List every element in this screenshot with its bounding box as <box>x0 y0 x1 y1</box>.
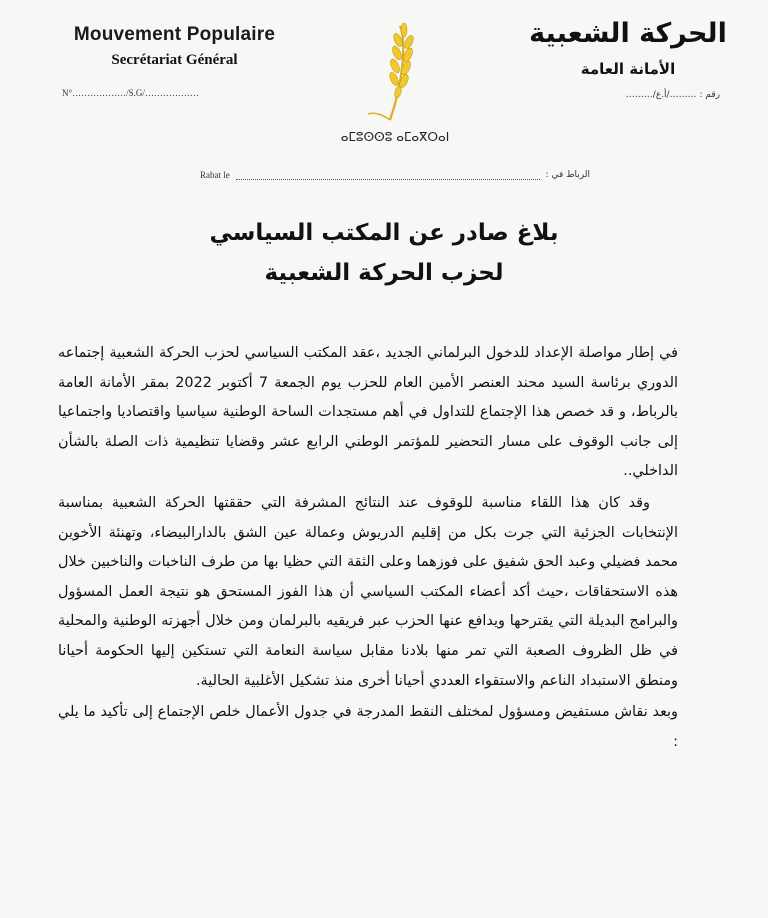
rabat-date-line <box>200 170 590 180</box>
french-party-name: Mouvement Populaire <box>73 24 276 45</box>
rabat-label-arabic: الرباط في : <box>545 170 590 180</box>
arabic-party-name: الحركة الشعبية <box>529 18 727 49</box>
paragraph-1: في إطار مواصلة الإعداد للدخول البرلماني الجديد ،عقد المكتب السياسي لحزب الحركة الشعبية إجتماعه الدوري برئاسة السيد محند العنصر الأمين العام للحزب يوم الجمعة 7 أكتوبر 2022 بمقر الأمانة العامة بالرباط، و قد خصص هذا الإجتماع للتداول في أهم مستجدات الساحة الوطنية سياسيا واقتصاديا واجتماعيا إلى جانب الوقوف على مسار التحضير للمؤتمر الوطني الرابع عشر وقضايا تنظيمية ذات الصلة بالشأن الداخلي.. <box>58 345 679 480</box>
wheat-logo-icon <box>360 20 430 125</box>
tifinagh-party-name: ⴰⵎⵓⵙⵙⵓ ⴰⵎⴰⴳⵔⴰⵏ <box>340 130 450 144</box>
date-fill-line <box>236 171 540 180</box>
rabat-label-french: Rabat le <box>200 170 230 180</box>
french-secretariat: Secrétariat Général <box>111 52 238 68</box>
paragraph-3: وبعد نقاش مستفيض ومسؤول لمختلف النقط المدرجة في جدول الأعمال خلص الإجتماع إلى تأكيد ما يلي : <box>58 704 678 750</box>
arabic-secretariat: الأمانة العامة <box>580 60 676 78</box>
communique-title: بلاغ صادر عن المكتب السياسي <box>209 220 559 246</box>
french-reference-line: N°………………/S.G/……………… <box>62 88 199 98</box>
paragraph-2: وقد كان هذا اللقاء مناسبة للوقوف عند النتائج المشرفة التي حققتها الحركة الشعبية بمناسبة الإنتخابات الجزئية التي جرت بكل من إقليم الدريوش وعمالة عين الشق بالدارالبيضاء، وتهنئة الأخوين محمد فضيلي وعبد الحق شفيق على فوزهما وعلى الثقة التي حظيا بها من طرف الناخبات والناخبين خلال هذه الاستحقاقات ،حيث أكد أعضاء المكتب السياسي أن هذا الفوز المستحق هو نتيجة العمل المسؤول والبرامج البديلة التي يقترحها ويدافع عنها الحزب عبر فريقيه بالبرلمان ومن خلال أجهزته الوطنية والمحلية في ظل الظروف الصعبة التي تمر منها بلادنا مقابل سياسة النعامة التي تستكين إليها الحكومة أحيانا ومنطق الاستبداد الناعم والاستقواء العددي أحيانا أخرى منذ تشكيل الأغلبية الحالية. <box>58 494 678 689</box>
arabic-reference-line: رقم : ………/أ.ع/……… <box>625 90 720 100</box>
communique-subtitle: لحزب الحركة الشعبية <box>264 260 504 286</box>
communique-body <box>58 339 678 757</box>
